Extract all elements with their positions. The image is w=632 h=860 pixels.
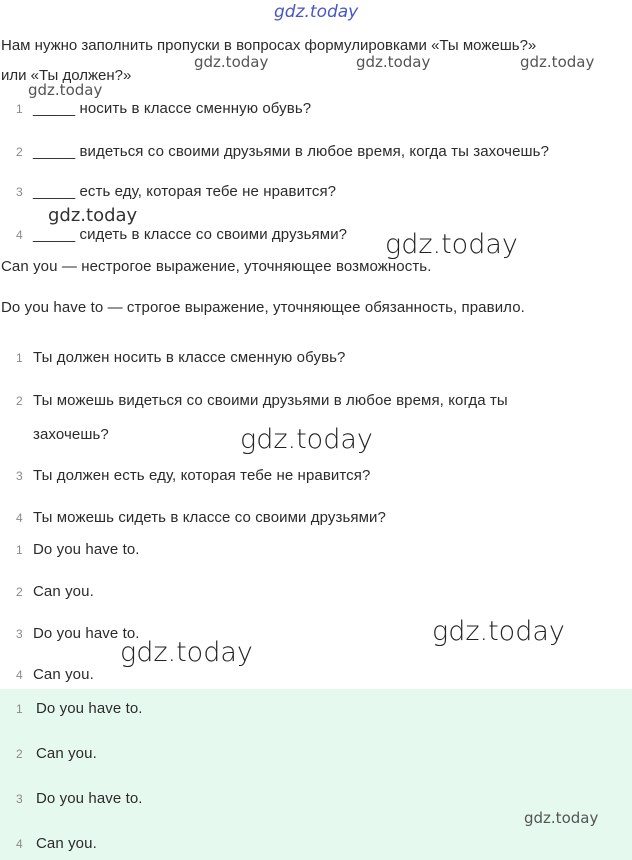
list-number: 4 — [16, 668, 23, 682]
list-item: Do you have to. — [33, 625, 140, 642]
intro-line-2: или «Ты должен?» — [1, 67, 132, 84]
list-number: 2 — [16, 394, 23, 408]
list-number: 1 — [16, 702, 23, 716]
list-item-continuation: захочешь? — [33, 426, 109, 443]
list-item: _____ носить в классе сменную обувь? — [33, 100, 312, 117]
list-number: 4 — [16, 228, 23, 242]
list-item: Ты должен носить в классе сменную обувь? — [33, 349, 346, 366]
list-number: 1 — [16, 543, 23, 557]
list-item: Ты должен есть еду, которая тебе не нравится? — [33, 467, 371, 484]
watermark: gdz.today — [194, 53, 269, 71]
list-item: _____ есть еду, которая тебе не нравится? — [33, 183, 337, 200]
watermark: gdz.today — [385, 229, 518, 260]
answer-block — [0, 689, 632, 860]
watermark: gdz.today — [240, 424, 373, 455]
list-item: Can you. — [33, 666, 94, 683]
answer-item: Can you. — [36, 745, 97, 762]
list-item: Do you have to. — [33, 541, 140, 558]
intro-line-1: Нам нужно заполнить пропуски в вопросах формулировками «Ты можешь?» — [1, 37, 537, 54]
list-number: 2 — [16, 585, 23, 599]
list-number: 2 — [16, 747, 23, 761]
watermark-top: gdz.today — [274, 2, 359, 22]
list-number: 1 — [16, 102, 23, 116]
list-number: 4 — [16, 837, 23, 851]
list-number: 3 — [16, 627, 23, 641]
list-number: 3 — [16, 469, 23, 483]
watermark: gdz.today — [120, 637, 253, 668]
list-item: _____ видеться со своими друзьями в любое время, когда ты захочешь? — [33, 143, 550, 160]
list-item: Can you. — [33, 583, 94, 600]
answer-item: Do you have to. — [36, 700, 143, 717]
list-number: 3 — [16, 185, 23, 199]
explanation-can-you: Can you — нестрогое выражение, уточняющее возможность. — [1, 258, 432, 275]
list-item: Ты можешь видеться со своими друзьями в любое время, когда ты — [33, 392, 508, 409]
watermark: gdz.today — [48, 205, 138, 226]
list-number: 4 — [16, 511, 23, 525]
watermark: gdz.today — [356, 53, 431, 71]
answer-item: Can you. — [36, 835, 97, 852]
list-number: 1 — [16, 351, 23, 365]
watermark: gdz.today — [520, 53, 595, 71]
watermark: gdz.today — [28, 81, 103, 99]
list-item: _____ сидеть в классе со своими друзьями? — [33, 226, 348, 243]
list-number: 3 — [16, 792, 23, 806]
list-item: Ты можешь сидеть в классе со своими друзьями? — [33, 509, 386, 526]
explanation-have-to: Do you have to — строгое выражение, уточняющее обязанность, правило. — [1, 299, 525, 316]
watermark: gdz.today — [524, 809, 599, 827]
watermark: gdz.today — [432, 616, 565, 647]
list-number: 2 — [16, 145, 23, 159]
answer-item: Do you have to. — [36, 790, 143, 807]
